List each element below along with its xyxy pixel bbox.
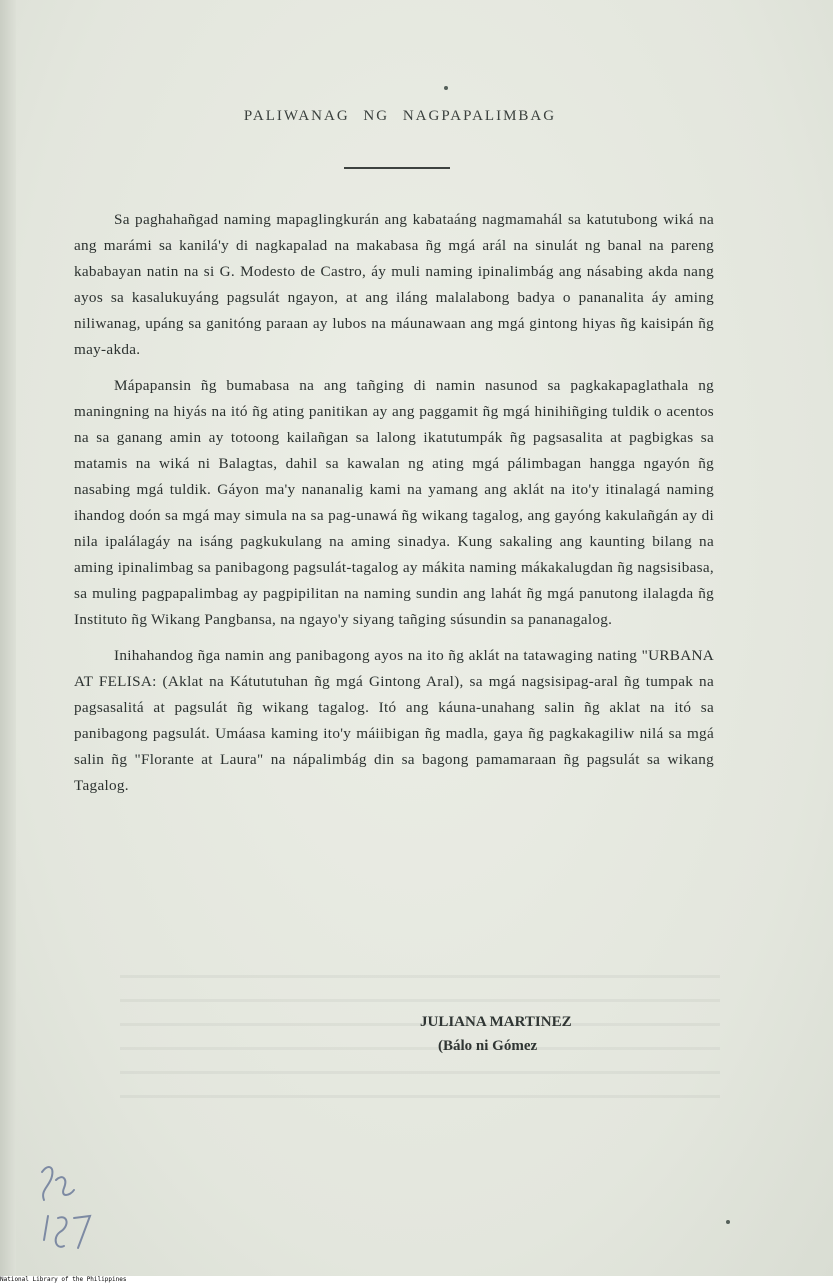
footer-credit: National Library of the Philippines: [0, 1276, 127, 1283]
signature-name: JULIANA MARTINEZ: [420, 1014, 572, 1030]
paragraph-1: Sa paghahañgad naming mapaglingkurán ang kabataáng nagmamahál sa katutubong wiká na ang marámi sa kanilá'y di nagkapalad na makabasa ñg mgá arál na sinulát ng banal na pareng kababayan natin na si G. Modesto de Castro, áy muli naming ipinalimbág ang násabing akda nang ayos sa kasalukuyáng pagsulát ngayon, at ang iláng malalabong badya o pananalita áy aming niliwanag, upáng sa ganitóng paraan ay lubos na máunawaan ang mgá gintong hiyas ñg kaisipán ñg may-akda.: [74, 211, 714, 358]
page-title: PALIWANAG NG NAGPAPALIMBAG: [243, 108, 557, 124]
page-spine-shadow: [0, 0, 16, 1276]
body-text: [74, 207, 714, 809]
signature-note: (Bálo ni Gómez: [438, 1038, 538, 1054]
ink-speck: [444, 86, 448, 90]
paragraph-2: Mápapansin ñg bumabasa na ang tañging di namin nasunod sa pagkakapaglathala ng maningning na hiyás na itó ñg ating panitikan ay ang paggamit ñg mgá hinihiñging tuldik o acentos na sa ganang amin ay totoong kailañgan sa lalong ikatutumpák ñg pagsasalita at pagbigkas sa matamis na wiká ni Balagtas, dahil sa kawalan ng ating mgá pálimbagan hangga ngayón ñg nasabing mgá tuldik. Gáyon ma'y nananalig kami na yamang ang aklát na ito'y itinalagá naming ihandog doón sa mgá may simula na sa pag-unawá ñg wikang tagalog, ang gayóng kakulañgán ay di nila ipalálagáy na isáng pagkukulang na aming sinadya. Kung sakaling ang kaunting bilang na aming ipinalimbag sa panibagong pagsulát-tagalog ay mákita naming mákakalugdan ñg nagsisibasa, sa muling pagpapalimbag ay pagpipilitan na naming sundin ang lahát ñg mgá panutong ilalagda ñg Instituto ñg Wikang Pangbansa, na ngayo'y siyang tañging súsundin sa pananagalog.: [74, 377, 714, 628]
title-underline-rule: [344, 167, 450, 169]
ink-speck: [726, 1220, 730, 1224]
signature-block: [420, 1010, 572, 1058]
handwritten-note: [34, 1160, 104, 1260]
paragraph-3: Inihahandog ñga namin ang panibagong ayos na ito ñg aklát na tatawaging nating "URBANA AT FELISA: (Aklat na Kátututuhan ñg mgá Gintong Aral), sa mgá nagsisipag-aral ñg tumpak na pagsasalitá at pagsulát ñg wikang tagalog. Itó ang káuna-unahang salin ñg aklat na itó sa panibagong pagsulát. Umáasa kaming ito'y máiibigan ñg madla, gaya ñg pagkakagiliw nilá sa mgá salin ñg "Florante at Laura" na nápalimbág din sa bagong pamamaraan ñg pagsulát sa wikang Tagalog.: [74, 647, 714, 794]
